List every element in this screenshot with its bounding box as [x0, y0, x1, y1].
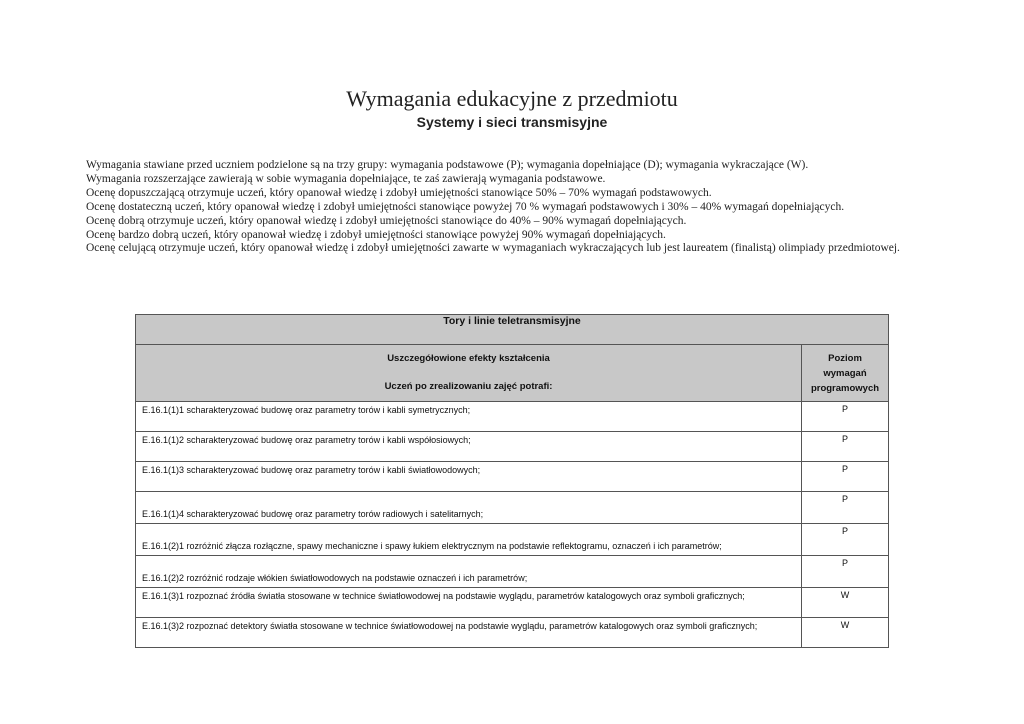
table-row: [136, 432, 889, 462]
table-column-header: [136, 345, 889, 402]
table-row: [136, 556, 889, 588]
document-subtitle: Systemy i sieci transmisyjne: [416, 114, 608, 130]
level-cell: W: [802, 588, 889, 618]
level-header: Poziom wymagań programowych: [802, 345, 889, 402]
level-cell: P: [802, 492, 889, 524]
table-section-header: [136, 315, 889, 345]
intro-line: Ocenę dostateczną uczeń, który opanował wiedzę i zdobył umiejętności stanowiące powyżej 70 % wymagań podstawowych i 30% – 40% wymagań dopełniających.: [86, 200, 845, 213]
effect-cell: E.16.1(1)2 scharakteryzować budowę oraz parametry torów i kabli współosiowych;: [136, 432, 802, 462]
effect-cell: E.16.1(1)1 scharakteryzować budowę oraz parametry torów i kabli symetrycznych;: [136, 402, 802, 432]
effect-cell: E.16.1(2)2 rozróżnić rodzaje włókien światłowodowych na podstawie oznaczeń i ich parametrów;: [136, 556, 802, 588]
level-cell: W: [802, 618, 889, 648]
intro-text: [86, 159, 916, 256]
intro-line: Ocenę dobrą otrzymuje uczeń, który opanował wiedzę i zdobył umiejętności stanowiące do 40% – 90% wymagań dopełniających.: [86, 214, 687, 227]
table-row: [136, 462, 889, 492]
effects-header-subtitle: Uczeń po zrealizowaniu zajęć potrafi:: [384, 381, 553, 392]
intro-line: Ocenę dopuszczającą otrzymuje uczeń, który opanował wiedzę i zdobył umiejętności stanowiące 50% – 70% wymagań podstawowych.: [86, 186, 712, 199]
document-title: Wymagania edukacyjne z przedmiotu: [346, 86, 678, 111]
effects-header: [136, 345, 802, 402]
table-row: [136, 492, 889, 524]
section-title: Tory i linie teletransmisyjne: [136, 315, 889, 345]
effects-header-title: Uszczegółowione efekty kształcenia: [387, 353, 550, 364]
table-row: [136, 588, 889, 618]
effect-cell: E.16.1(3)1 rozpoznać źródła światła stosowane w technice światłowodowej na podstawie wyglądu, parametrów katalogowych oraz symboli graficznych;: [136, 588, 802, 618]
effect-cell: E.16.1(1)4 scharakteryzować budowę oraz parametry torów radiowych i satelitarnych;: [136, 492, 802, 524]
level-cell: P: [802, 462, 889, 492]
effect-cell: E.16.1(1)3 scharakteryzować budowę oraz parametry torów i kabli światłowodowych;: [136, 462, 802, 492]
table-row: [136, 618, 889, 648]
table-row: [136, 402, 889, 432]
level-cell: P: [802, 556, 889, 588]
level-cell: P: [802, 402, 889, 432]
effect-cell: E.16.1(2)1 rozróżnić złącza rozłączne, spawy mechaniczne i spawy łukiem elektrycznym na podstawie reflektogramu, oznaczeń i ich parametrów;: [136, 524, 802, 556]
intro-line: Ocenę bardzo dobrą uczeń, który opanował wiedzę i zdobył umiejętności stanowiące powyżej 90% wymagań dopełniających.: [86, 228, 666, 241]
level-cell: P: [802, 432, 889, 462]
intro-line: Wymagania stawiane przed uczniem podzielone są na trzy grupy: wymagania podstawowe (P); wymagania dopełniające (D); wymagania wykraczające (W).: [86, 159, 809, 171]
effect-cell: E.16.1(3)2 rozpoznać detektory światła stosowane w technice światłowodowej na podstawie wyglądu, parametrów katalogowych oraz symboli graficznych;: [136, 618, 802, 648]
intro-line: Ocenę celującą otrzymuje uczeń, który opanował wiedzę i zdobył umiejętności zawarte w wymaganiach wykraczających lub jest laureatem (finalistą) olimpiady przedmiotowej.: [86, 242, 900, 255]
requirements-table: [135, 314, 889, 648]
level-cell: P: [802, 524, 889, 556]
intro-line: Wymagania rozszerzające zawierają w sobie wymagania dopełniające, te zaś zawierają wymagania podstawowe.: [86, 172, 606, 185]
table-row: [136, 524, 889, 556]
